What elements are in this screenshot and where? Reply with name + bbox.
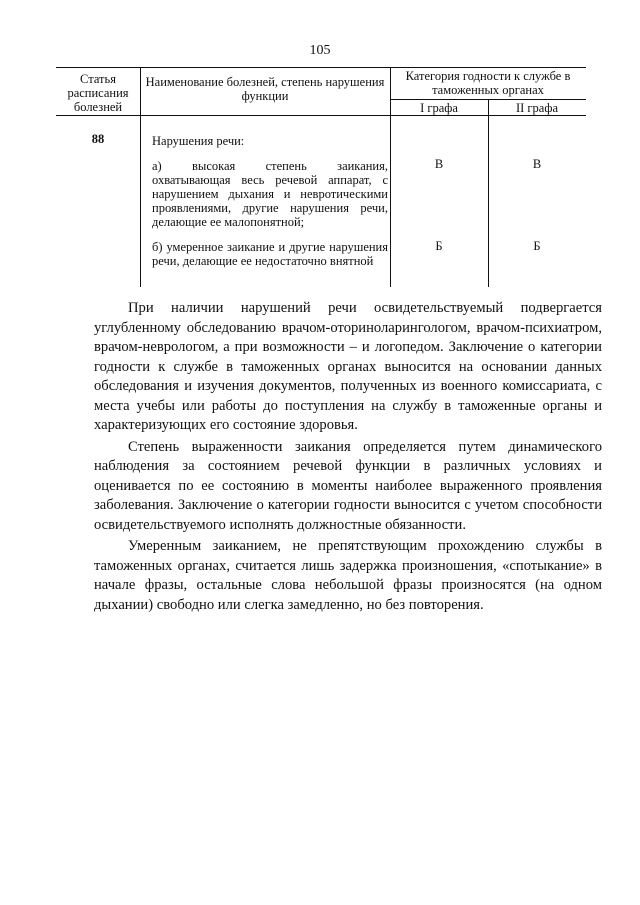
header-column-2: II графа	[515, 101, 559, 115]
item-a-category-2: В	[532, 157, 542, 171]
item-b-category-1: Б	[435, 239, 443, 253]
disease-title: Нарушения речи:	[152, 134, 245, 148]
paragraph-1: При наличии нарушений речи освидетельствуемый подвергается углубленному обследованию врачом-оториноларингологом, врачом-психиатром, врачом-неврологом, а при возможности – и логопедом. Заключение о категории годности к службе в таможенных органах выносится на основании данных обследования и изучения документов, полученных из военного комиссариата, с места учебы или работы до поступления на службу в таможенные органы и характеризующих его состояние здоровья.	[94, 300, 602, 433]
disease-item-b: б) умеренное заикание и другие нарушения речи, делающие ее недостаточно внятной	[152, 240, 388, 268]
header-disease-name: Наименование болезней, степень нарушения функции	[145, 75, 385, 103]
column-divider-3	[488, 99, 489, 287]
page-number: 105	[309, 43, 331, 58]
table-header-bottom-border	[56, 115, 586, 116]
header-article: Статья расписания болезней	[67, 72, 129, 114]
item-b-category-2: Б	[533, 239, 541, 253]
paragraph-3: Умеренным заиканием, не препятствующим прохождению службы в таможенных органах, считается лишь задержка произношения, «спотыкание» в начале фразы, остальные слова небольшой фразы произносятся (на одном дыхании) свободно или слегка замедленно, но без повторения.	[94, 538, 602, 613]
paragraph-2: Степень выраженности заикания определяется путем динамического наблюдения за состоянием речевой функции в различных условиях и оценивается по ее состоянию в моменты наиболее выраженного проявления заболевания. Заключение о категории годности выносится с учетом способности освидетельствуемого исполнять должностные обязанности.	[94, 438, 602, 533]
fitness-category-table	[56, 67, 586, 287]
article-number: 88	[91, 132, 105, 146]
explanatory-text	[94, 299, 602, 617]
column-divider-2	[390, 67, 391, 287]
table-top-border	[56, 67, 586, 68]
header-category: Категория годности к службе в таможенных органах	[405, 69, 571, 97]
disease-item-a: а) высокая степень заикания, охватывающая весь речевой аппарат, с нарушением дыхания и невротическими проявлениями, другие нарушения речи, делающие ее малопонятной;	[152, 159, 388, 229]
header-column-1: I графа	[420, 101, 458, 115]
item-a-category-1: В	[434, 157, 444, 171]
